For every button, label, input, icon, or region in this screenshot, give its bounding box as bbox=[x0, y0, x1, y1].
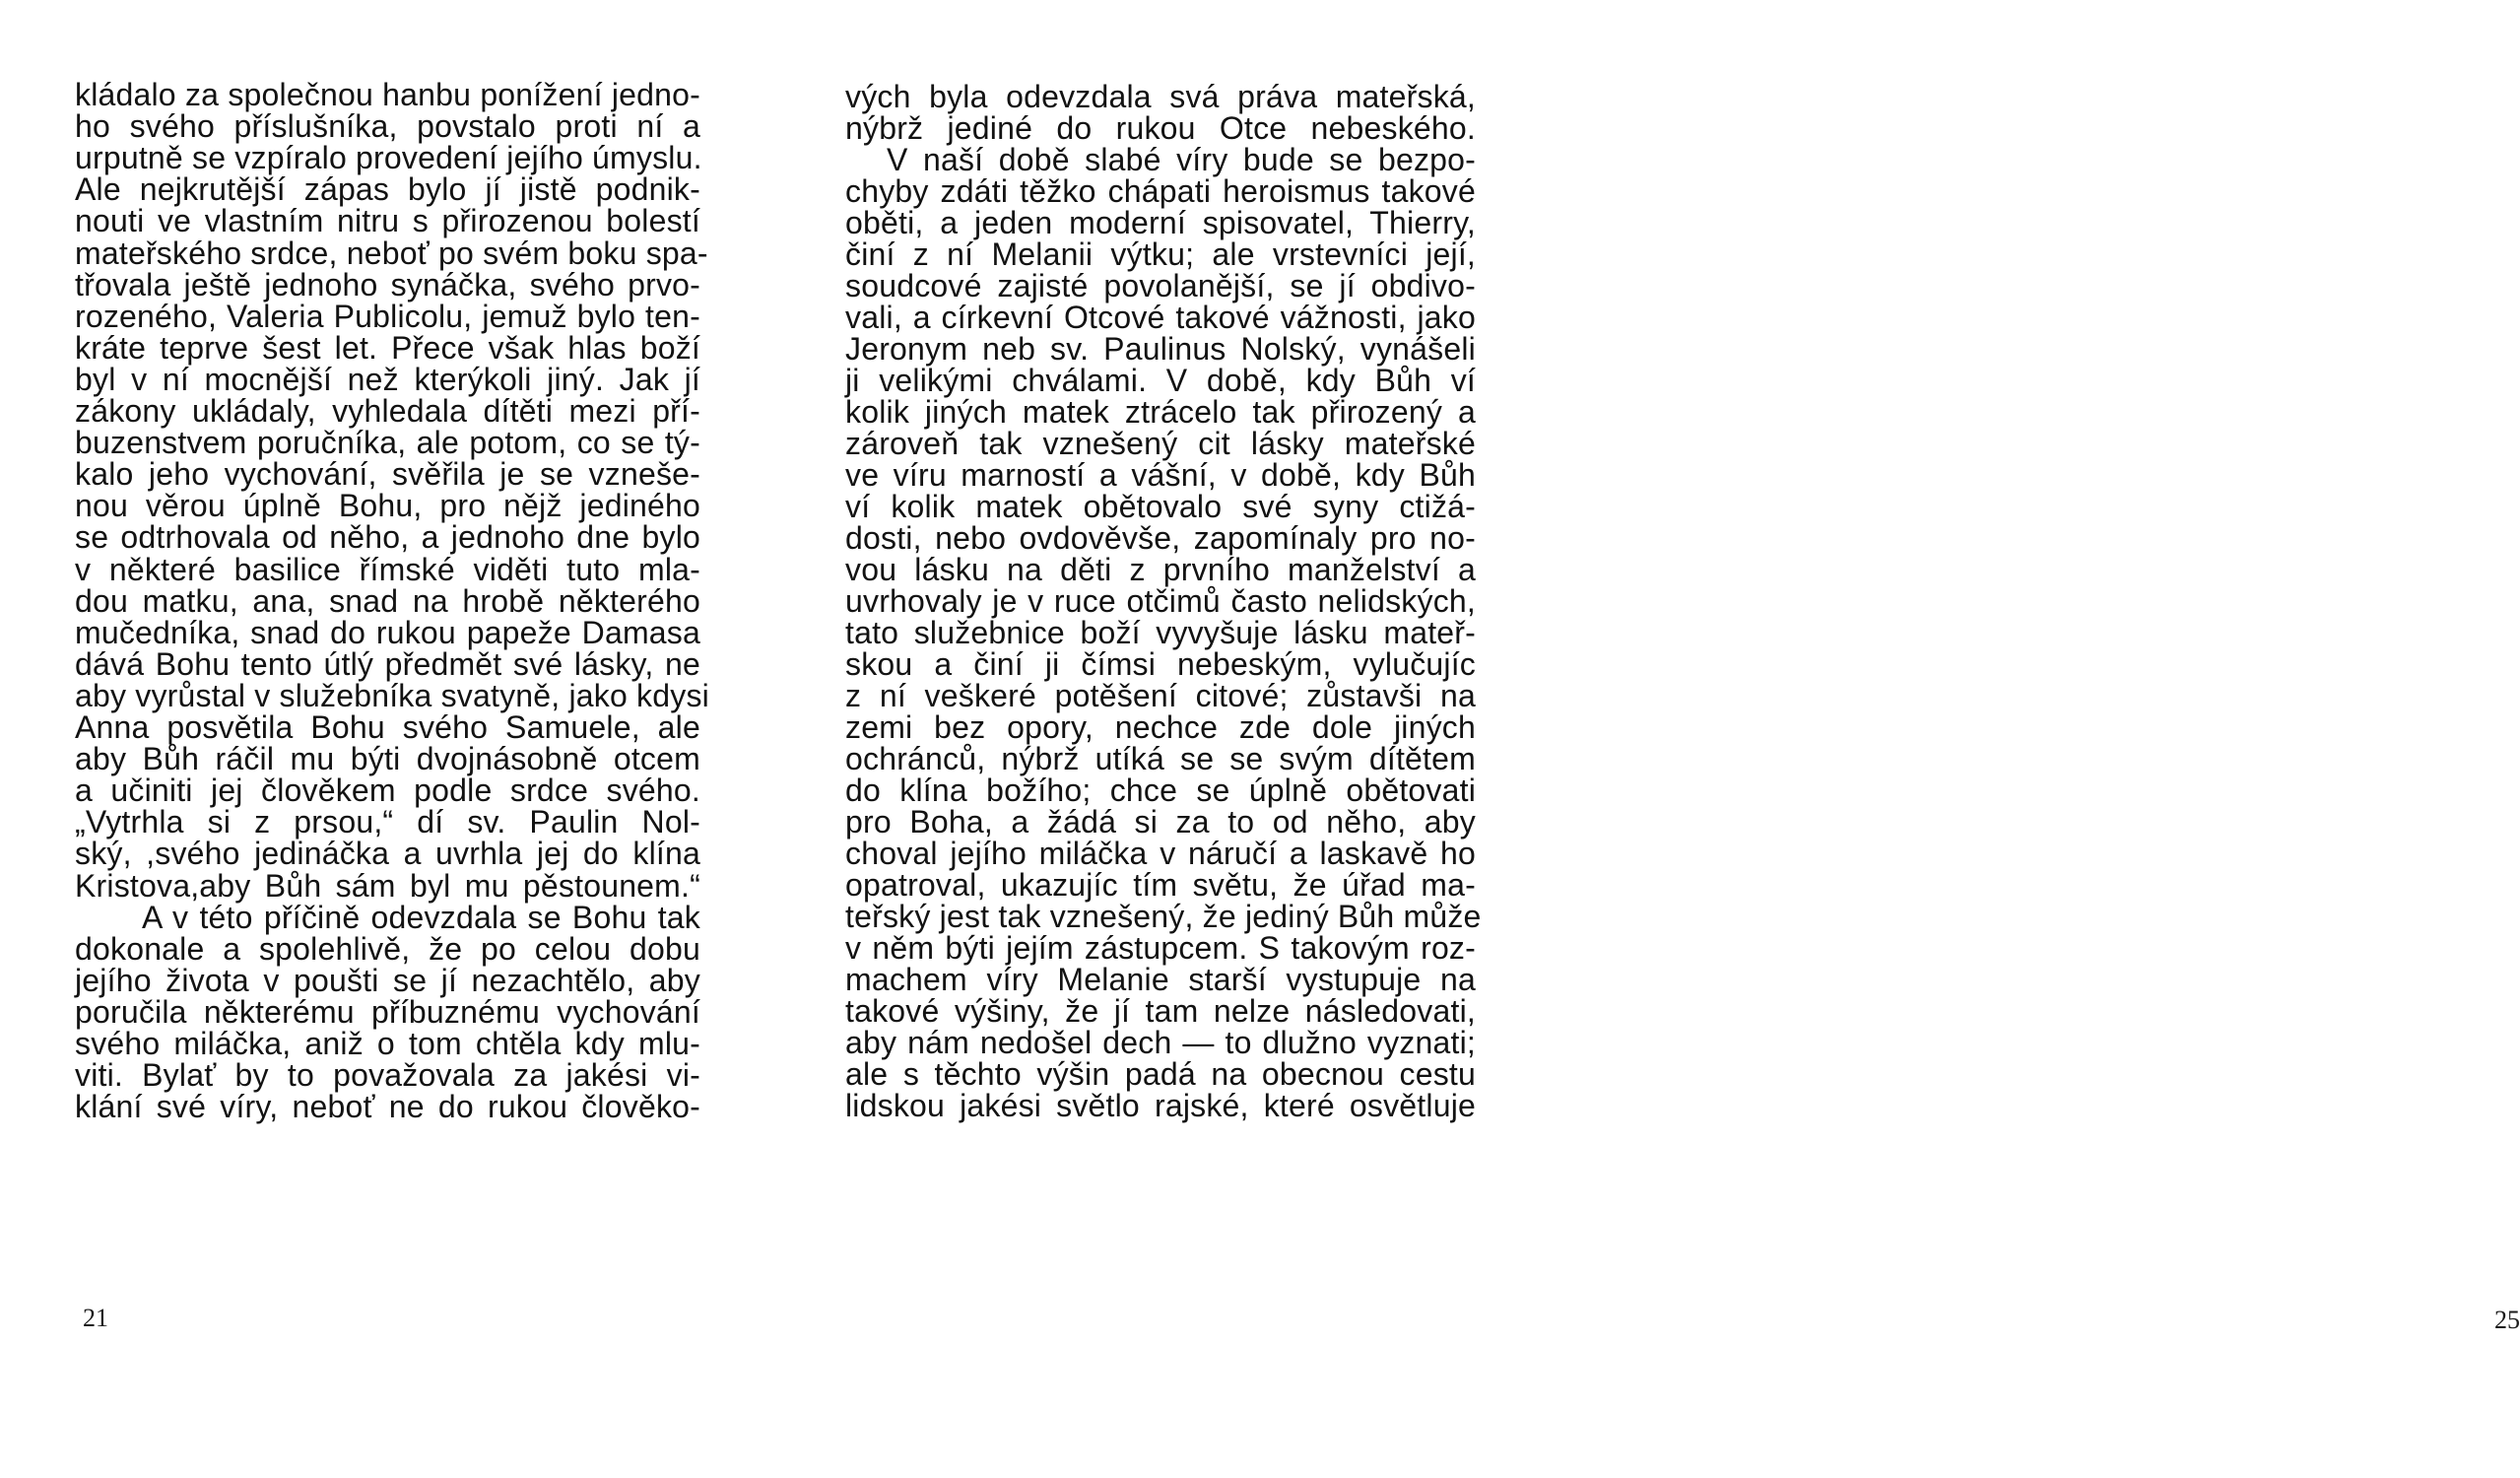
left-page-line: Anna posvětila Bohu svého Samuele, ale bbox=[75, 709, 700, 745]
right-page-line: oběti, a jeden moderní spisovatel, Thierry, bbox=[845, 205, 1476, 240]
right-page-number: 25 bbox=[2494, 1306, 2520, 1334]
left-page-line: rozeného, Valeria Publicolu, jemuž bylo ten- bbox=[75, 299, 700, 334]
left-page-line: třovala ještě jednoho synáčka, svého prvo- bbox=[75, 267, 700, 302]
left-page-line: jejího života v poušti se jí nezachtělo, aby bbox=[75, 963, 700, 998]
right-page-line: dosti, nebo ovdověvše, zapomínaly pro no- bbox=[845, 520, 1476, 556]
right-page-line: vou lásku na děti z prvního manželství a bbox=[845, 552, 1476, 587]
right-page-line: choval jejího miláčka v náručí a laskavě ho bbox=[845, 836, 1476, 871]
right-page-line: v něm býti jejím zástupcem. S takovým roz- bbox=[845, 930, 1476, 966]
left-page bbox=[0, 0, 867, 1478]
left-page-line: dou matku, ana, snad na hrobě některého bbox=[75, 583, 700, 619]
left-page-line: svého miláčka, aniž o tom chtěla kdy mlu- bbox=[75, 1026, 700, 1061]
left-page-line: zákony ukládaly, vyhledala dítěti mezi pří- bbox=[75, 393, 700, 429]
left-page-line: aby vyrůstal v služebníka svatyně, jako kdysi bbox=[75, 678, 709, 713]
left-page-line: buzenstvem poručníka, ale potom, co se tý- bbox=[75, 425, 700, 460]
right-page-line: zároveň tak vznešený cit lásky mateřské bbox=[845, 426, 1476, 461]
right-page-line: V naší době slabé víry bude se bezpo- bbox=[887, 142, 1476, 177]
right-page-line: vali, a církevní Otcové takové vážnosti, jako bbox=[845, 300, 1476, 335]
left-page-line: poručila některému příbuznému vychování bbox=[75, 994, 700, 1030]
right-page-line: chyby zdáti těžko chápati heroismus takové bbox=[845, 173, 1476, 209]
right-page-line: ve víru marností a vášní, v době, kdy Bůh bbox=[845, 457, 1476, 493]
right-page bbox=[845, 0, 2520, 1478]
right-page-line: nýbrž jediné do rukou Otce nebeského. bbox=[845, 110, 1476, 146]
left-page-line: „Vytrhla si z prsou,“ dí sv. Paulin Nol- bbox=[75, 804, 700, 840]
left-page-line: aby Bůh ráčil mu býti dvojnásobně otcem bbox=[75, 741, 700, 776]
left-page-line: kládalo za společnou hanbu ponížení jedno- bbox=[75, 77, 700, 112]
right-page-line: teřský jest tak vznešený, že jediný Bůh může bbox=[845, 899, 1482, 934]
left-page-line: A v této příčině odevzdala se Bohu tak bbox=[142, 900, 700, 935]
left-page-line: mučedníka, snad do rukou papeže Damasa bbox=[75, 615, 700, 650]
left-page-line: viti. Bylať by to považovala za jakési vi- bbox=[75, 1057, 700, 1093]
left-page-line: a učiniti jej člověkem podle srdce svého. bbox=[75, 773, 700, 808]
right-page-line: aby nám nedošel dech — to dlužno vyznati; bbox=[845, 1025, 1476, 1060]
right-page-line: opatroval, ukazujíc tím světu, že úřad ma- bbox=[845, 867, 1476, 903]
left-page-line: mateřského srdce, neboť po svém boku spa- bbox=[75, 235, 708, 271]
right-page-line: Jeronym neb sv. Paulinus Nolský, vynášeli bbox=[845, 331, 1476, 367]
left-page-line: se odtrhovala od něho, a jednoho dne bylo bbox=[75, 519, 700, 555]
right-page-line: uvrhovaly je v ruce otčimů často nelidských, bbox=[845, 583, 1476, 619]
right-page-line: ví kolik matek obětovalo své syny ctižá- bbox=[845, 489, 1476, 524]
left-page-line: v některé basilice římské viděti tuto mla- bbox=[75, 552, 700, 587]
right-page-line: vých byla odevzdala svá práva mateřská, bbox=[845, 79, 1476, 114]
left-page-line: Ale nejkrutější zápas bylo jí jistě podnik- bbox=[75, 171, 700, 207]
right-page-line: ochránců, nýbrž utíká se se svým dítětem bbox=[845, 741, 1476, 776]
left-page-line: ho svého příslušníka, povstalo proti ní a bbox=[75, 108, 700, 144]
left-page-line: urputně se vzpíralo provedení jejího úmyslu. bbox=[75, 140, 702, 175]
left-page-line: dává Bohu tento útlý předmět své lásky, ne bbox=[75, 646, 700, 682]
left-page-line: Kristova,aby Bůh sám byl mu pěstounem.“ bbox=[75, 868, 700, 904]
left-page-line: kalo jeho vychování, svěřila je se vzneše- bbox=[75, 456, 700, 492]
right-page-line: skou a činí ji čímsi nebeským, vylučujíc bbox=[845, 646, 1476, 682]
right-page-line: kolik jiných matek ztrácelo tak přirozený a bbox=[845, 394, 1476, 430]
right-page-line: tato služebnice boží vyvyšuje lásku mateř- bbox=[845, 615, 1476, 650]
left-page-number: 21 bbox=[83, 1304, 108, 1332]
right-page-line: takové výšiny, že jí tam nelze následovati, bbox=[845, 993, 1476, 1029]
right-page-line: ale s těchto výšin padá na obecnou cestu bbox=[845, 1056, 1476, 1092]
right-page-line: lidskou jakési světlo rajské, které osvětluje bbox=[845, 1088, 1476, 1123]
left-page-line: klání své víry, neboť ne do rukou člověko- bbox=[75, 1089, 700, 1124]
left-page-line: nou věrou úplně Bohu, pro nějž jediného bbox=[75, 488, 700, 523]
left-page-line: dokonale a spolehlivě, že po celou dobu bbox=[75, 931, 700, 967]
left-page-line: byl v ní mocnější než kterýkoli jiný. Jak jí bbox=[75, 362, 700, 397]
right-page-line: machem víry Melanie starší vystupuje na bbox=[845, 962, 1476, 997]
right-page-line: ji velikými chválami. V době, kdy Bůh ví bbox=[845, 363, 1476, 398]
left-page-line: ský, ,svého jedináčka a uvrhla jej do klína bbox=[75, 836, 700, 871]
right-page-line: činí z ní Melanii výtku; ale vrstevníci její, bbox=[845, 236, 1476, 272]
right-page-line: do klína božího; chce se úplně obětovati bbox=[845, 773, 1476, 808]
left-page-line: kráte teprve šest let. Přece však hlas boží bbox=[75, 330, 700, 366]
right-page-line: soudcové zajisté povolanější, se jí obdivo- bbox=[845, 268, 1476, 303]
right-page-line: pro Boha, a žádá si za to od něho, aby bbox=[845, 804, 1476, 840]
left-page-line: nouti ve vlastním nitru s přirozenou bolestí bbox=[75, 203, 700, 238]
right-page-line: z ní veškeré potěšení citové; zůstavši na bbox=[845, 678, 1476, 713]
right-page-line: zemi bez opory, nechce zde dole jiných bbox=[845, 709, 1476, 745]
